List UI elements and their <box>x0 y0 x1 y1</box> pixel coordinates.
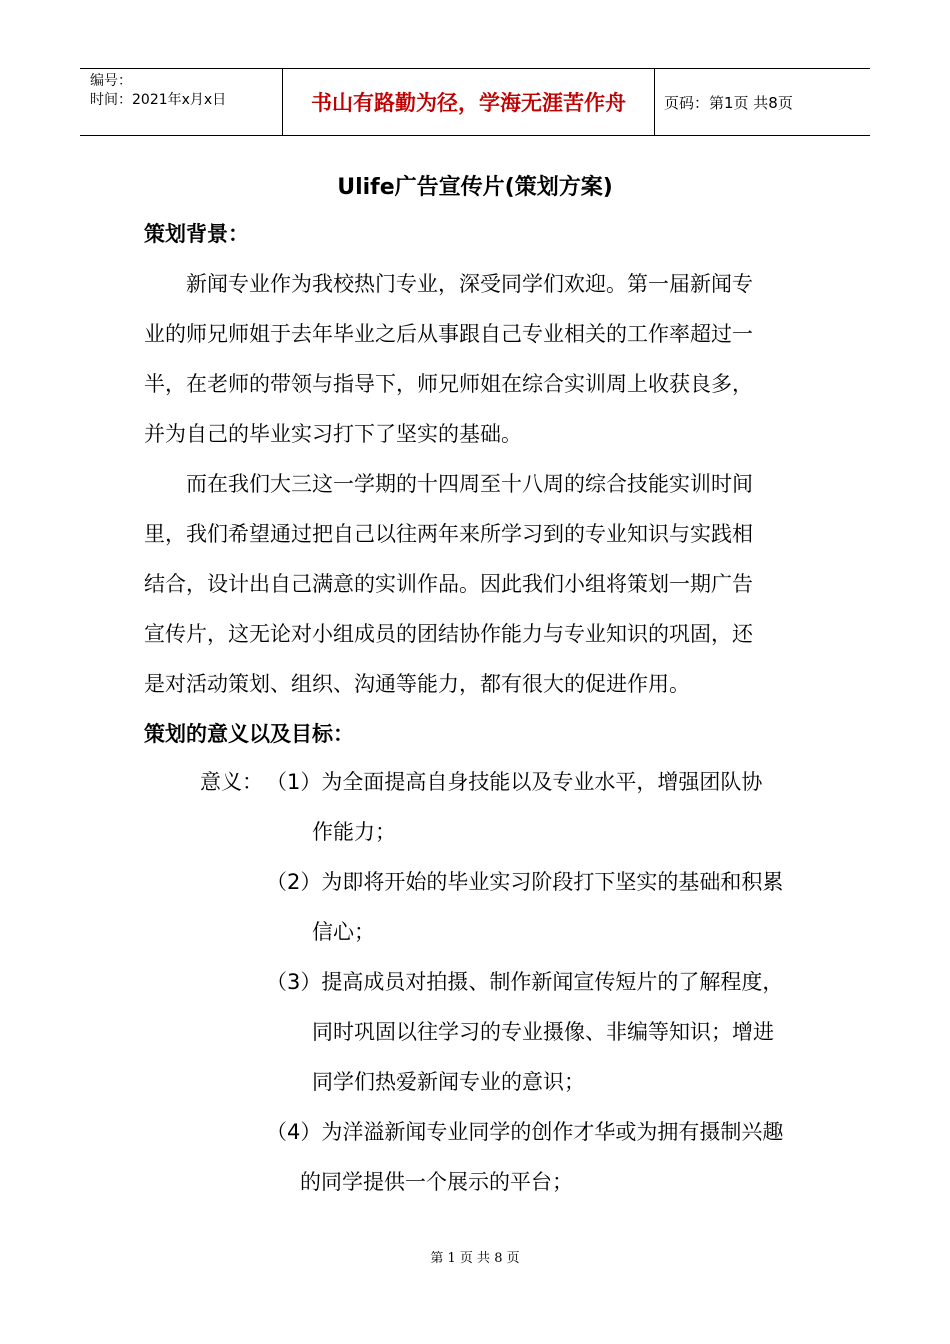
paragraph-line: 并为自己的毕业实习打下了坚实的基础。 <box>144 422 522 446</box>
header-page-cell <box>654 69 870 135</box>
paragraph-line: 是对活动策划、组织、沟通等能力，都有很大的促进作用。 <box>144 672 690 696</box>
list-item-line: （4）为洋溢新闻专业同学的创作才华或为拥有摄制兴趣 <box>266 1120 784 1144</box>
header-meta-cell <box>80 69 282 135</box>
list-item-line: 信心； <box>312 920 375 944</box>
section-heading-meaning: 策划的意义以及目标： <box>144 722 354 746</box>
list-item-line: 同时巩固以往学习的专业摄像、非编等知识；增进 <box>312 1020 774 1044</box>
list-item-line: （3）提高成员对拍摄、制作新闻宣传短片的了解程度， <box>266 970 784 994</box>
list-item-line: （2）为即将开始的毕业实习阶段打下坚实的基础和积累 <box>266 870 784 894</box>
header-motto-cell <box>282 69 655 135</box>
paragraph-line: 结合，设计出自己满意的实训作品。因此我们小组将策划一期广告 <box>144 572 753 596</box>
page-footer: 第 1 页 共 8 页 <box>430 1251 520 1266</box>
list-item-line: 作能力； <box>312 820 396 844</box>
paragraph-line: 业的师兄师姐于去年毕业之后从事跟自己专业相关的工作率超过一 <box>144 322 753 346</box>
paragraph-line: 半，在老师的带领与指导下，师兄师姐在综合实训周上收获良多， <box>144 372 753 396</box>
document-header <box>80 68 870 136</box>
paragraph-line: 宣传片，这无论对小组成员的团结协作能力与专业知识的巩固，还 <box>144 622 753 646</box>
list-item-line: 的同学提供一个展示的平台； <box>300 1170 573 1194</box>
document-title: Ulife广告宣传片(策划方案) <box>337 175 613 200</box>
paragraph-line: 里，我们希望通过把自己以往两年来所学习到的专业知识与实践相 <box>144 522 753 546</box>
paragraph-line: 新闻专业作为我校热门专业，深受同学们欢迎。第一届新闻专 <box>186 272 753 296</box>
list-item-line: （1）为全面提高自身技能以及专业水平，增强团队协 <box>266 770 763 794</box>
paragraph-line: 而在我们大三这一学期的十四周至十八周的综合技能实训时间 <box>186 472 753 496</box>
header-motto: 书山有路勤为径，学海无涯苦作舟 <box>311 91 626 115</box>
doc-code-label: 编号： <box>90 73 132 89</box>
doc-date-label: 时间：2021年x月x日 <box>90 92 227 108</box>
section-heading-background: 策划背景： <box>144 222 249 246</box>
header-page-info: 页码：第1页 共8页 <box>664 93 793 112</box>
meaning-label: 意义： <box>200 770 263 794</box>
list-item-line: 同学们热爱新闻专业的意识； <box>312 1070 585 1094</box>
